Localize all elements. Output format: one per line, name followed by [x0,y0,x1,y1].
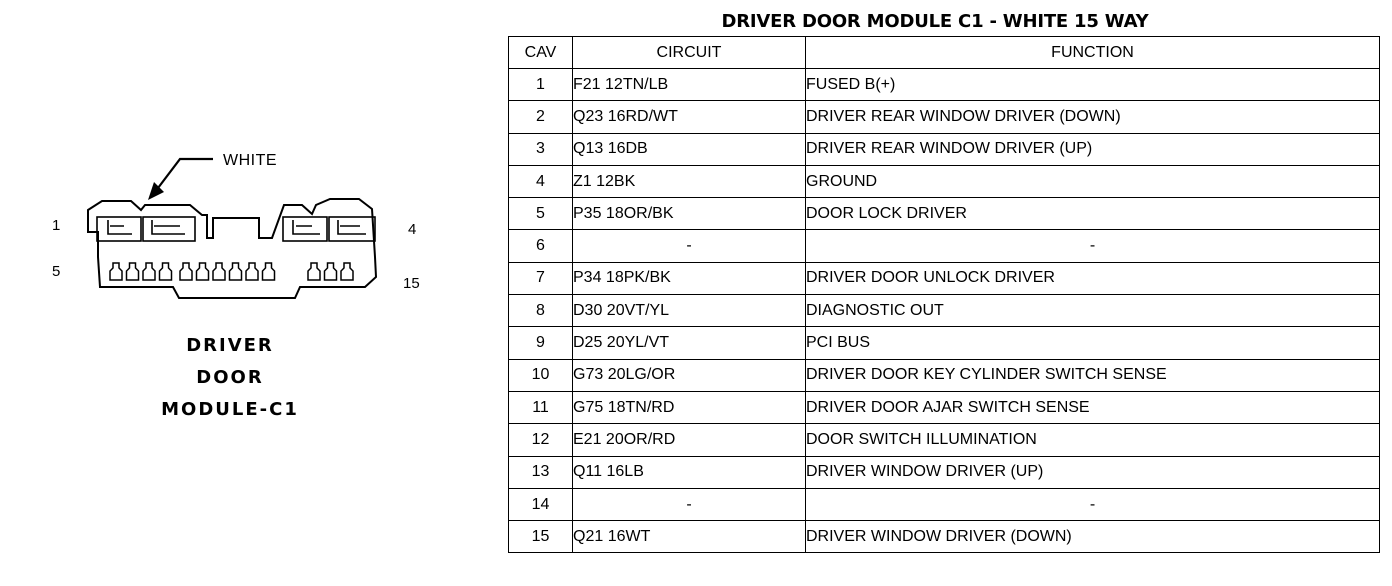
connector-body [88,199,376,298]
bottom-cavity [213,263,225,280]
circuit-cell: Z1 12BK [573,165,806,197]
circuit-cell: Q13 16DB [573,133,806,165]
header-circuit: CIRCUIT [573,37,806,69]
top-cavities-right [283,217,375,241]
circuit-cell: G73 20LG/OR [573,359,806,391]
header-cav: CAV [509,37,573,69]
function-cell: PCI BUS [806,327,1380,359]
function-cell: DRIVER WINDOW DRIVER (DOWN) [806,521,1380,553]
function-cell: DRIVER DOOR KEY CYLINDER SWITCH SENSE [806,359,1380,391]
pin-label-4: 4 [408,221,417,238]
bottom-cavity [180,263,192,280]
bottom-cavity [308,263,320,280]
bottom-cavities [110,263,353,280]
connector-color-label: WHITE [223,152,278,169]
top-cavities-left [97,217,195,241]
function-cell: - [806,488,1380,520]
circuit-cell: G75 18TN/RD [573,391,806,423]
cav-cell: 3 [509,133,573,165]
cav-cell: 13 [509,456,573,488]
connector-name [130,330,330,426]
pointer-arrow-line [158,159,213,188]
table-row [509,198,1380,230]
cav-cell: 12 [509,424,573,456]
table-row [509,165,1380,197]
circuit-cell: Q21 16WT [573,521,806,553]
function-cell: DRIVER REAR WINDOW DRIVER (UP) [806,133,1380,165]
table-row [509,327,1380,359]
function-cell: DRIVER REAR WINDOW DRIVER (DOWN) [806,101,1380,133]
table-row [509,456,1380,488]
circuit-cell: F21 12TN/LB [573,69,806,101]
table-row [509,424,1380,456]
bottom-cavity [263,263,275,280]
bottom-cavity [143,263,155,280]
pin-label-5: 5 [52,263,61,280]
table-row [509,69,1380,101]
table-row [509,101,1380,133]
table-row [509,359,1380,391]
bottom-cavity [246,263,258,280]
table-row [509,521,1380,553]
cav-cell: 4 [509,165,573,197]
table-row [509,262,1380,294]
bottom-cavity [341,263,353,280]
bottom-cavity [197,263,209,280]
cav-cell: 6 [509,230,573,262]
cav-cell: 10 [509,359,573,391]
circuit-cell: Q23 16RD/WT [573,101,806,133]
pin-label-15: 15 [403,275,420,292]
circuit-cell: E21 20OR/RD [573,424,806,456]
pinout-table [508,36,1380,553]
circuit-cell: - [573,488,806,520]
cav-cell: 7 [509,262,573,294]
connector-name-line: DRIVER [186,335,274,356]
connector-diagram [40,140,440,310]
cav-cell: 5 [509,198,573,230]
table-row [509,295,1380,327]
circuit-cell: Q11 16LB [573,456,806,488]
cav-cell: 2 [509,101,573,133]
function-cell: DRIVER WINDOW DRIVER (UP) [806,456,1380,488]
function-cell: DRIVER DOOR UNLOCK DRIVER [806,262,1380,294]
bottom-cavity [127,263,139,280]
circuit-cell: - [573,230,806,262]
connector-name-line: DOOR [196,367,264,388]
function-cell: DIAGNOSTIC OUT [806,295,1380,327]
function-cell: GROUND [806,165,1380,197]
bottom-cavity [160,263,172,280]
function-cell: - [806,230,1380,262]
circuit-cell: P34 18PK/BK [573,262,806,294]
table-row [509,391,1380,423]
connector-name-line: MODULE-C1 [161,399,299,420]
table-title: DRIVER DOOR MODULE C1 - WHITE 15 WAY [721,11,1149,32]
cav-cell: 15 [509,521,573,553]
bottom-cavity [110,263,122,280]
cav-cell: 14 [509,488,573,520]
header-function: FUNCTION [806,37,1380,69]
cav-cell: 1 [509,69,573,101]
circuit-cell: P35 18OR/BK [573,198,806,230]
bottom-cavity [325,263,337,280]
function-cell: DOOR LOCK DRIVER [806,198,1380,230]
cav-cell: 9 [509,327,573,359]
circuit-cell: D25 20YL/VT [573,327,806,359]
function-cell: FUSED B(+) [806,69,1380,101]
table-row [509,230,1380,262]
table-header-row [509,37,1380,69]
table-row [509,133,1380,165]
pin-label-1: 1 [52,217,61,234]
table-row [509,488,1380,520]
bottom-cavity [230,263,242,280]
function-cell: DOOR SWITCH ILLUMINATION [806,424,1380,456]
circuit-cell: D30 20VT/YL [573,295,806,327]
cav-cell: 11 [509,391,573,423]
cav-cell: 8 [509,295,573,327]
function-cell: DRIVER DOOR AJAR SWITCH SENSE [806,391,1380,423]
